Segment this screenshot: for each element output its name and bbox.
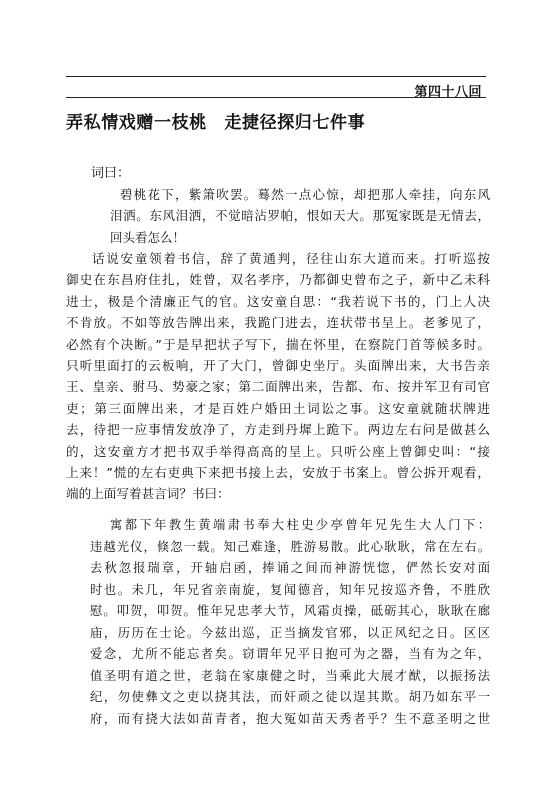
prose-line: 必然有个决断。”于是早把状子写下，揣在怀里，在察院门首等候多时。: [66, 336, 490, 352]
letter-line: 时也。未几，年兄省亲南旋，复闻德音，知年兄按巡齐鲁，不胜欣: [90, 582, 490, 597]
prose-line: 话说安童领着书信，辞了黄通判，径往山东大道而来。打听巡按: [92, 251, 490, 266]
ci-label: 词曰：: [91, 166, 131, 181]
letter-line: 去秋忽报瑞章，开轴启函，捧诵之间而神游恍惚，俨然长安对面: [90, 561, 490, 575]
letter-line: 寓都下年教生黄端肃书奉大柱史少亭曾年兄先生大人门下：: [110, 518, 490, 532]
letter-line: 纪，勿使彝文之吏以挠其法，而奸顽之徒以逞其欺。胡乃如东平一: [90, 690, 490, 704]
letter-line: 值圣明有道之世，老翁在家康健之时，当乘此大展才猷，以振扬法: [90, 668, 490, 683]
running-head: 第四十八回: [414, 85, 482, 100]
chapter-title: 弄私情戏赠一枝桃 走捷径探归七件事: [66, 113, 366, 133]
prose-line: 去，待把一应事情发放净了，方走到丹墀上跪下。两边左右问是做甚么: [66, 422, 490, 438]
prose-line: 吏；第三面牌出来，才是百姓户婚田土词讼之事。这安童就随状牌进: [66, 400, 490, 416]
prose-line: 只听里面打的云板响，开了大门，曾御史坐厅。头面牌出来，大书告亲: [66, 358, 490, 374]
prose-block: [66, 248, 490, 505]
verse-line: 泪洒。东风泪洒，不觉暗沾罗帕，恨如天大。那冤家既是无情去，: [110, 208, 490, 224]
prose-line: 御史在东昌府住扎，姓曾，双名孝序，乃都御史曾布之子，新中乙未科: [66, 272, 490, 288]
verse-line: 碧桃花下，紫箫吹罢。蓦然一点心惊，却把那人牵挂，向东风: [120, 187, 490, 202]
verse-line: 回头看怎么！: [110, 229, 186, 245]
letter-line: 爱念，尤所不能忘者矣。窃谓年兄平日抱可为之器，当有为之年，: [90, 647, 490, 661]
verse-block: [110, 184, 490, 248]
prose-line: 的，这安童方才把书双手举得高高的呈上。只听公座上曾御史叫：“接: [66, 443, 490, 459]
prose-line: 上来！”慌的左右吏典下来把书接上去，安放于书案上。曾公拆开观看，: [66, 465, 490, 481]
header-rule: [66, 76, 486, 77]
letter-block: [90, 515, 490, 730]
header-rule: [66, 97, 486, 98]
letter-line: 府，而有挠大法如苗青者，抱大冤如苗天秀者乎？生不意圣明之世: [90, 711, 490, 726]
letter-line: 违越光仪，倏忽一载。知己难逢，胜游易散。此心耿耿，常在左右。: [90, 539, 490, 554]
letter-line: 慰。叩贺，叩贺。惟年兄忠孝大节，风霜贞操，砥砺其心，耿耿在廊: [90, 604, 490, 618]
prose-line: 端的上面写着甚言词？书曰：: [66, 486, 230, 502]
prose-line: 王、皇亲、驸马、势豪之家；第二面牌出来，告都、布、按并军卫有司官: [66, 379, 490, 395]
letter-line: 庙，历历在士论。今兹出巡，正当摘发官邪，以正风纪之日。区区: [90, 625, 490, 640]
prose-line: 进士，极是个清廉正气的官。这安童自思：“我若说下书的，门上人决: [66, 293, 490, 309]
prose-line: 不肯放。不如等放告牌出来，我跪门进去，连状带书呈上。老爹见了，: [66, 315, 490, 331]
